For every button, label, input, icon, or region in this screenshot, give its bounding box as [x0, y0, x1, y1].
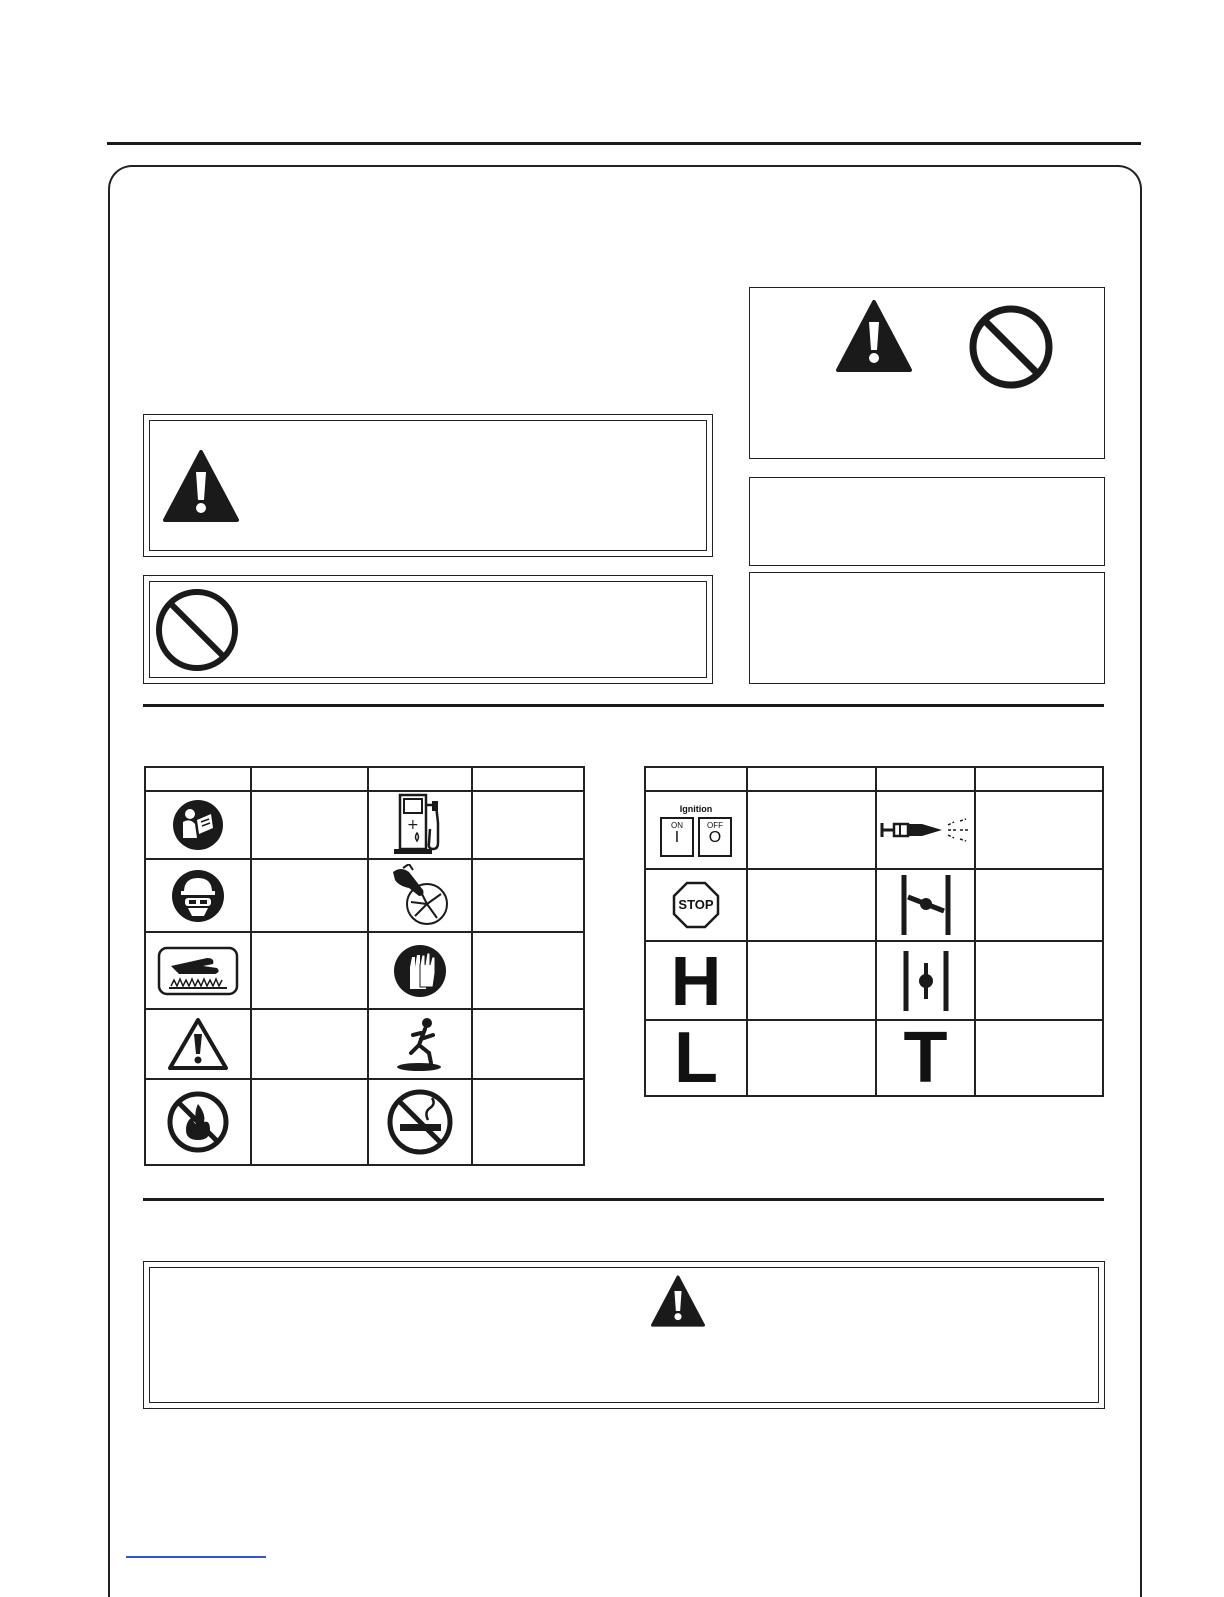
- table-row: [145, 859, 584, 932]
- hard-hat-face-mask-icon: [170, 868, 226, 924]
- ignition-off-glyph: O: [708, 829, 722, 846]
- table-row: [145, 791, 584, 859]
- ignition-off-label: OFF: [707, 821, 723, 830]
- table-row: [645, 791, 1103, 869]
- top-rule: [107, 142, 1141, 145]
- prohibition-icon: [152, 585, 242, 675]
- warning-triangle-icon: [160, 448, 242, 524]
- gloves-icon: [392, 943, 448, 999]
- prohibition-box: [143, 575, 713, 684]
- ignition-on-label: ON: [671, 821, 683, 830]
- ignition-off-key: [698, 817, 732, 857]
- ignition-on-key: [660, 817, 694, 857]
- read-manual-icon: [171, 798, 225, 852]
- hot-surface-hand-icon: [157, 946, 239, 996]
- table-row: [145, 1009, 584, 1079]
- footer-link-underline[interactable]: [126, 1556, 266, 1558]
- warning-triangle-icon: [166, 1016, 230, 1072]
- symbol-legend-box: [749, 287, 1105, 459]
- table-row: [645, 1020, 1103, 1096]
- bottom-warning-box: [143, 1261, 1105, 1409]
- table-header-row: [645, 767, 1103, 791]
- ignition-on-glyph: I: [674, 829, 680, 846]
- slippery-fall-icon: [391, 1015, 449, 1073]
- section-rule-1: [143, 704, 1104, 707]
- stop-sign-icon: [672, 881, 720, 929]
- table-header-row: [145, 767, 584, 791]
- primer-spray-icon: [880, 815, 972, 845]
- info-box-1: [749, 477, 1105, 566]
- table-row: [145, 932, 584, 1009]
- table-row: [645, 869, 1103, 941]
- ignition-title: Ignition: [679, 804, 713, 814]
- table-row: [645, 941, 1103, 1020]
- info-box-2: [749, 572, 1105, 684]
- svg-text:+: +: [407, 817, 419, 833]
- warning-box: [143, 414, 713, 557]
- stop-label: STOP: [678, 897, 714, 912]
- ignition-switch-icon: [658, 804, 734, 856]
- no-smoking-icon: [386, 1088, 454, 1156]
- table-row: [145, 1079, 584, 1165]
- high-letter-icon: H: [670, 941, 722, 1020]
- left-symbol-table: [144, 766, 585, 1166]
- fuel-pump-icon: [392, 793, 448, 857]
- choke-open-icon: [894, 949, 958, 1013]
- choke-closed-icon: [894, 873, 958, 937]
- t-letter-icon: T: [903, 1018, 948, 1098]
- low-letter-icon: L: [674, 1018, 718, 1098]
- warning-triangle-icon: [834, 298, 914, 374]
- hand-fan-entanglement-icon: [389, 864, 451, 928]
- warning-triangle-icon: [649, 1274, 707, 1328]
- section-rule-2: [143, 1198, 1104, 1201]
- prohibition-icon: [966, 302, 1056, 392]
- no-open-flame-icon: [166, 1090, 230, 1154]
- right-symbol-table: [644, 766, 1104, 1097]
